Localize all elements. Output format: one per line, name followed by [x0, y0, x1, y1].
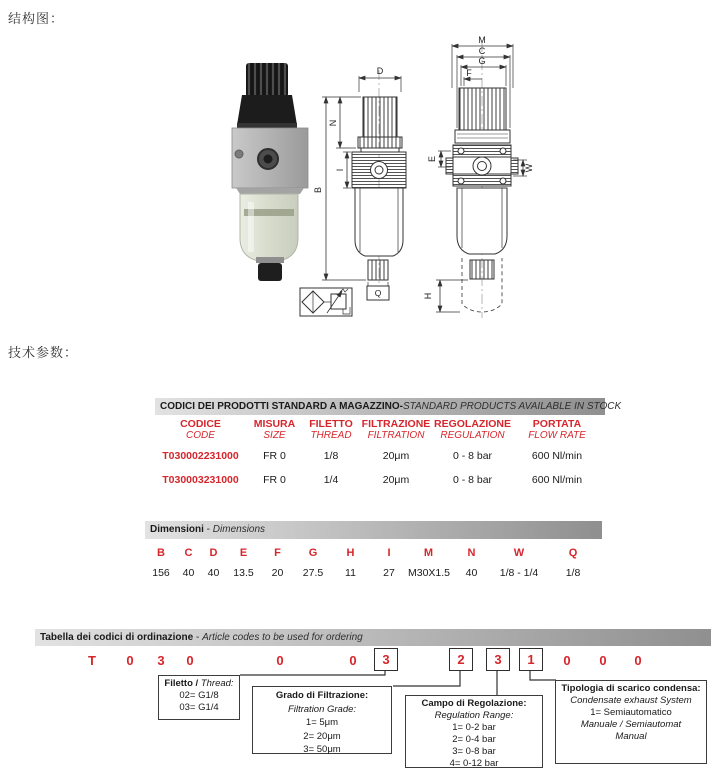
- ordering-title-italian: Tabella dei codici di ordinazione: [40, 632, 194, 643]
- column-header: CODICE CODE: [180, 418, 221, 441]
- code-char: 3: [157, 653, 165, 668]
- code-char: 0: [563, 653, 571, 668]
- dimensions-title-english: Dimensions: [212, 524, 266, 535]
- dim-label-h: H: [423, 292, 433, 300]
- products-table-title: [155, 398, 622, 415]
- dim-label-q: Q: [374, 288, 382, 298]
- ordering-table-title: Tabella dei codici di ordinazione - Article codes to be used for ordering: [35, 629, 711, 646]
- regulation-legend-subtitle: Regulation Range:: [434, 710, 514, 721]
- tech-params-section-label: 技术参数：: [8, 345, 79, 360]
- filtration-option: 1= 5μm: [305, 717, 339, 728]
- products-title-italian: CODICI DEI PRODOTTI STANDARD A MAGAZZINO-: [160, 401, 403, 412]
- dim-label-i: I: [335, 168, 345, 172]
- drain-legend-box: [555, 680, 707, 764]
- dim-label-f: F: [466, 68, 472, 78]
- code-char: 0: [186, 653, 194, 668]
- code-char-boxed: 3: [486, 648, 510, 671]
- products-title-english: STANDARD PRODUCTS AVAILABLE IN STOCK: [402, 401, 622, 412]
- product-thread: 1/8: [323, 450, 339, 462]
- code-char: T: [88, 653, 96, 668]
- product-photo: [232, 63, 308, 281]
- filtration-legend-title: Grado di Filtrazione:: [275, 690, 369, 701]
- drain-legend-subtitle: Condensate exhaust System: [570, 695, 692, 706]
- products-table: [155, 398, 622, 486]
- code-char-boxed: 3: [374, 648, 398, 671]
- regulation-option: 4= 0-12 bar: [449, 758, 499, 769]
- product-regulation: 0 - 8 bar: [452, 450, 493, 462]
- front-view-drawing: [436, 42, 527, 318]
- regulation-option: 1= 0-2 bar: [452, 722, 496, 733]
- dim-label-w: W: [524, 163, 534, 173]
- code-char: 0: [126, 653, 134, 668]
- code-char: 0: [276, 653, 284, 668]
- product-filtration: 20μm: [382, 450, 410, 462]
- side-view-drawing: [322, 70, 406, 300]
- figure-drawings: [210, 30, 570, 330]
- product-flow: 600 Nl/min: [531, 450, 583, 462]
- dim-label-b: B: [313, 186, 323, 194]
- pneumatic-symbol: [300, 288, 352, 316]
- product-size: FR 0: [263, 450, 286, 462]
- product-flow: 600 Nl/min: [531, 474, 583, 486]
- table-row: [155, 474, 605, 486]
- dimensions-table: [145, 521, 602, 579]
- code-char: 0: [599, 653, 607, 668]
- regulation-option: 3= 0-8 bar: [452, 746, 496, 757]
- product-thread: 1/4: [323, 474, 339, 486]
- dim-label-m: M: [478, 35, 486, 45]
- structure-section-label: 结构图：: [8, 11, 65, 26]
- thread-option: 02= G1/8: [179, 690, 219, 701]
- product-code: T030003231000: [162, 474, 239, 486]
- column-header: PORTATA FLOW RATE: [528, 418, 586, 441]
- thread-legend-box: [158, 675, 240, 720]
- dim-label-c: C: [478, 46, 486, 56]
- dim-label-n: N: [328, 119, 338, 127]
- dimensions-table-title: Dimensioni - Dimensions: [145, 521, 602, 539]
- column-header: FILETTO THREAD: [309, 418, 353, 441]
- product-filtration: 20μm: [382, 474, 410, 486]
- filtration-legend-box: [252, 686, 392, 754]
- filtration-legend-subtitle: Filtration Grade:: [287, 703, 357, 715]
- product-code: T030002231000: [162, 450, 239, 462]
- filtration-option: 2= 20μm: [303, 730, 341, 742]
- regulation-legend-box: [405, 695, 543, 768]
- regulation-option: 2= 0-4 bar: [452, 734, 496, 745]
- dim-label-e: E: [427, 155, 437, 163]
- column-header: REGOLAZIONE REGULATION: [433, 418, 511, 441]
- dimensions-header-row: B C D E F G H I M N W Q: [157, 547, 578, 559]
- code-char-boxed: 1: [519, 648, 543, 671]
- code-char-boxed: 2: [449, 648, 473, 671]
- regulation-legend-title: Campo di Regolazione:: [421, 698, 527, 709]
- dim-label-d: D: [376, 66, 384, 76]
- filtration-option: 3= 50μm: [303, 744, 341, 755]
- product-regulation: 0 - 8 bar: [452, 474, 493, 486]
- ordering-title-english: Article codes to be used for ordering: [202, 632, 363, 643]
- dimensions-value-row: 156 40 40 13.5 20 27.5 11 27 M30X1.5 40 1/8 - 1/4 1/8: [152, 567, 581, 579]
- products-table-header: [155, 418, 605, 441]
- table-row: [155, 450, 605, 462]
- column-header: MISURA SIZE: [253, 418, 296, 441]
- code-char: 0: [349, 653, 357, 668]
- thread-legend-title: Filetto / Thread:: [164, 678, 234, 689]
- drain-option: 1= Semiautomatico: [590, 707, 672, 718]
- code-char: 0: [634, 653, 642, 668]
- dimensions-title-italian: Dimensioni: [150, 524, 204, 535]
- thread-option: 03= G1/4: [179, 702, 219, 713]
- drain-option-italian: Manuale / Semiautomat: [580, 719, 682, 730]
- column-header: FILTRAZIONE FILTRATION: [361, 418, 431, 441]
- drain-option-english: Manual: [615, 731, 647, 742]
- dim-label-g: G: [478, 56, 486, 66]
- drain-legend-title: Tipologia di scarico condensa:: [561, 683, 701, 694]
- product-size: FR 0: [263, 474, 286, 486]
